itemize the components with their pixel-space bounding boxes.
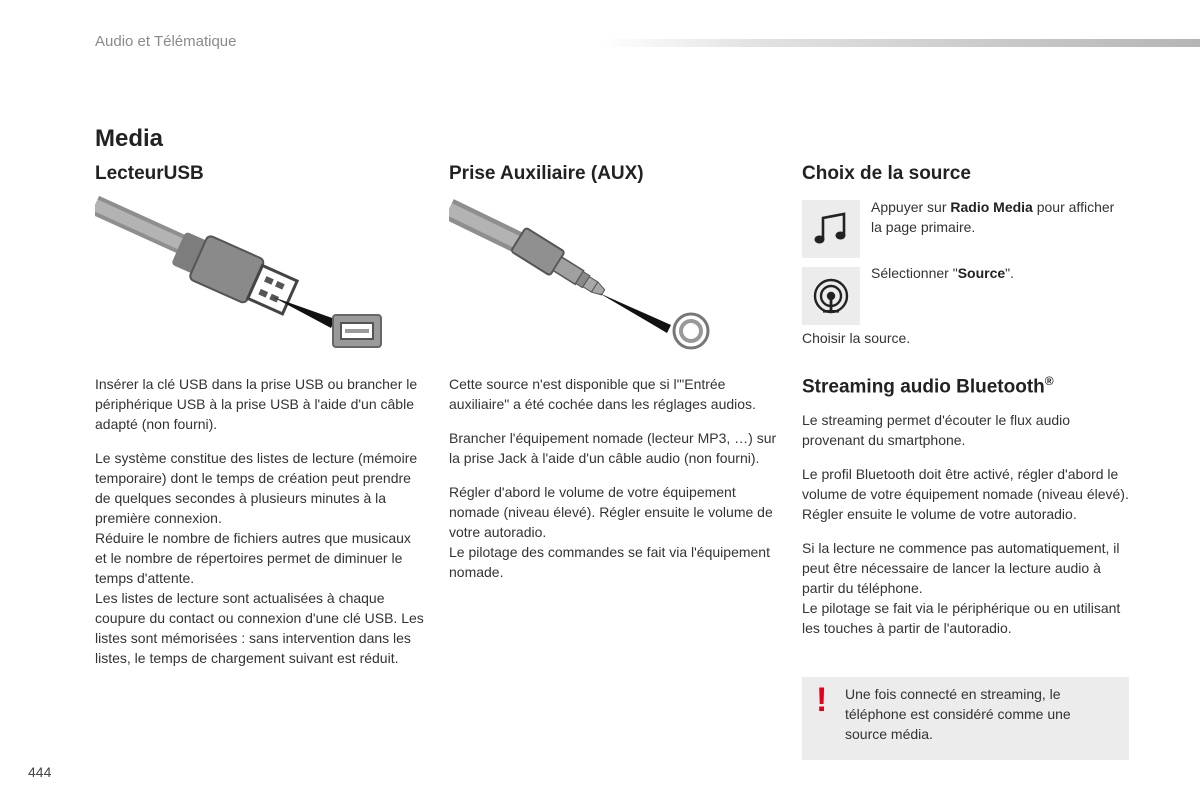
source-step-2: Sélectionner "Source". xyxy=(871,265,1015,281)
usb-paragraph-1: Insérer la clé USB dans la prise USB ou brancher le périphérique USB à la prise USB à l'aide d'un câble adapté (non fourni). xyxy=(95,376,418,432)
radio-media-button[interactable] xyxy=(802,200,860,258)
aux-paragraph-3: Régler d'abord le volume de votre équipement nomade (niveau élevé). Régler ensuite le volume de votre autoradio. Le pilotage des commandes se fait via l'équipement nomade. xyxy=(449,484,773,580)
source-button[interactable] xyxy=(802,267,860,325)
aux-paragraph-1: Cette source n'est disponible que si l'"Entrée auxiliaire" a été cochée dans les réglages audios. xyxy=(449,376,756,412)
page-number: 444 xyxy=(28,764,52,780)
bluetooth-section-title: Streaming audio Bluetooth® xyxy=(802,374,1054,398)
source-label: Source xyxy=(957,265,1006,281)
note-text: Une fois connecté en streaming, le téléphone est considéré comme une source média. xyxy=(845,686,1071,742)
aux-section-title: Prise Auxiliaire (AUX) xyxy=(449,163,644,184)
source-final-step: Choisir la source. xyxy=(802,330,911,346)
header-bar xyxy=(600,39,1200,47)
usb-section-title: LecteurUSB xyxy=(95,163,204,184)
music-note-icon xyxy=(812,210,850,248)
aux-paragraph-2: Brancher l'équipement nomade (lecteur MP3, …) sur la prise Jack à l'aide d'un câble audio (non fourni). xyxy=(449,430,777,466)
warning-icon: ! xyxy=(816,681,828,719)
header-title: Audio et Télématique xyxy=(95,33,237,50)
radio-media-label: Radio Media xyxy=(950,199,1033,215)
page-title: Media xyxy=(95,125,164,152)
source-signal-icon xyxy=(811,276,851,316)
usb-paragraph-2: Le système constitue des listes de lecture (mémoire temporaire) dont le temps de création peut prendre de quelques secondes à plusieurs minutes à la première connexion. Réduire le nombre de fichiers autres que musicaux et le nombre de répertoires permet de diminuer le temps d'attente. Les listes de lecture sont actualisées à chaque coupure du contact ou connexion d'une clé USB. Les listes sont mémorisées : sans intervention dans les listes, le temps de chargement suivant est réduit. xyxy=(95,450,424,666)
usb-plug-illustration xyxy=(95,195,395,355)
source-section-title: Choix de la source xyxy=(802,163,971,184)
bluetooth-paragraph-3: Si la lecture ne commence pas automatiquement, il peut être nécessaire de lancer la lecture audio à partir du téléphone. Le pilotage se fait via le périphérique ou en utilisant les touches à partir de l'autoradio. xyxy=(802,540,1121,636)
bluetooth-paragraph-2: Le profil Bluetooth doit être activé, régler d'abord le volume de votre équipement nomade (niveau élevé). Régler ensuite le volume de votre autoradio. xyxy=(802,466,1129,522)
note-box xyxy=(802,677,1129,760)
jack-plug-illustration xyxy=(449,195,749,355)
source-step-1: Appuyer sur Radio Media pour afficher la page primaire. xyxy=(871,199,1115,235)
bluetooth-paragraph-1: Le streaming permet d'écouter le flux audio provenant du smartphone. xyxy=(802,412,1071,448)
